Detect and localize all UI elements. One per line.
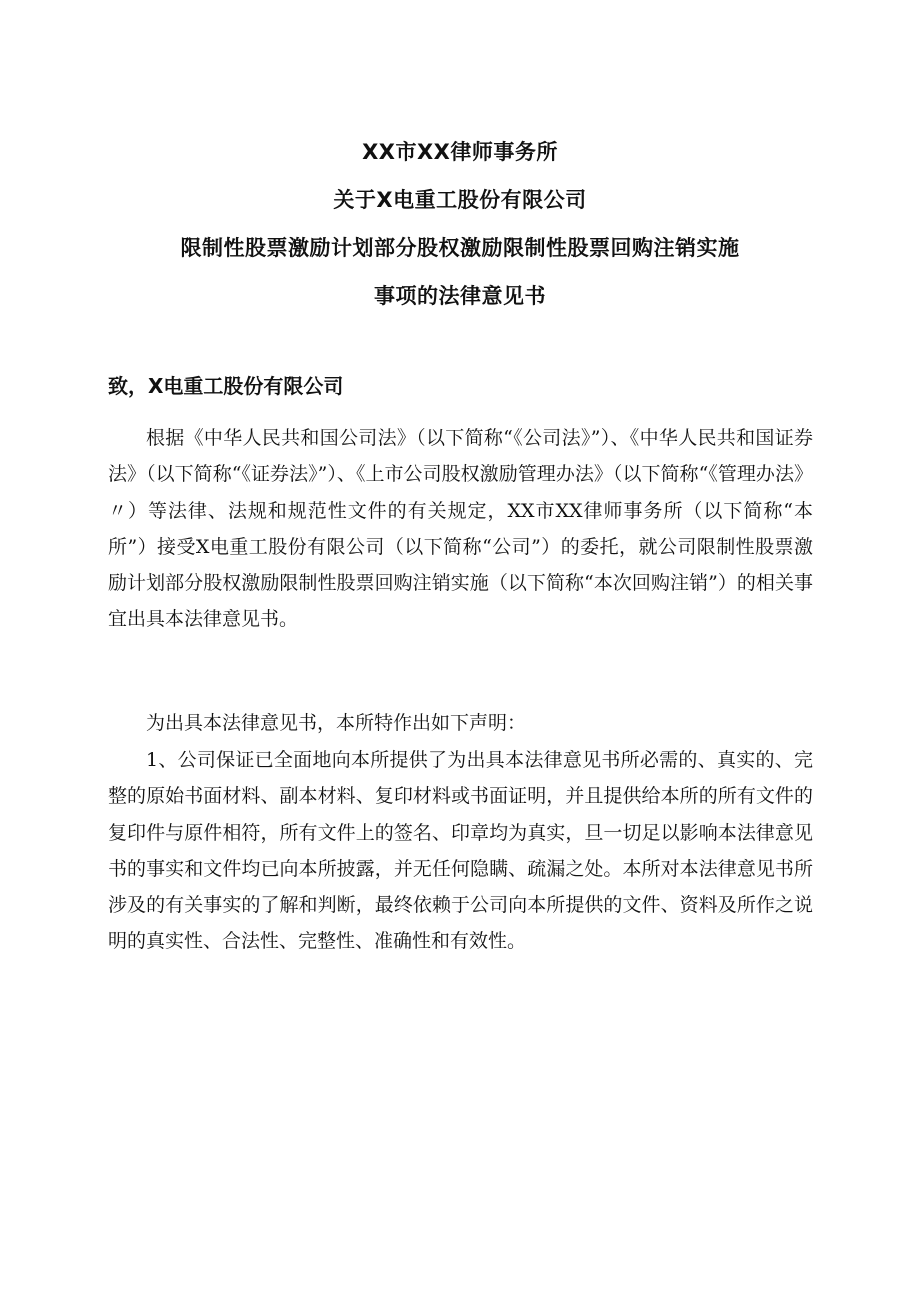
- title-line-subject: 关于X电重工股份有限公司: [333, 188, 587, 212]
- title-line-firm: XX市XX律师事务所: [362, 140, 558, 164]
- salutation: 致，X电重工股份有限公司: [108, 374, 344, 398]
- document-title: [0, 128, 920, 320]
- paragraph-declaration-1: 1、公司保证已全面地向本所提供了为出具本法律意见书所必需的、真实的、完整的原始书面材料、副本材料、复印材料或书面证明，并且提供给本所的所有文件的复印件与原件相符，所有文件上的签名、印章均为真实，旦一切足以影响本法律意见书的事实和文件均已向本所披露，并无任何隐瞒、疏漏之处。本所对本法律意见书所涉及的有关事实的了解和判断，最终依赖于公司向本所提供的文件、资料及所作之说明的真实性、合法性、完整性、准确性和有效性。: [108, 749, 813, 953]
- title-line-matter: 限制性股票激励计划部分股权激励限制性股票回购注销实施: [180, 236, 740, 260]
- paragraph-declaration-intro: 为出具本法律意见书，本所特作出如下声明：: [146, 712, 527, 734]
- paragraph-basis: 根据《中华人民共和国公司法》（以下简称“《公司法》”）、《中华人民共和国证券法》（以下简称“《证券法》”）、《上市公司股权激励管理办法》（以下简称“《管理办法》〃）等法律、法规和规范性文件的有关规定，XX市XX律师事务所（以下简称“本所”）接受X电重工股份有限公司（以下简称“公司”）的委托，就公司限制性股票激励计划部分股权激励限制性股票回购注销实施（以下简称“本次回购注销”）的相关事宜出具本法律意见书。: [108, 427, 813, 631]
- title-line-doc-type: 事项的法律意见书: [374, 284, 546, 308]
